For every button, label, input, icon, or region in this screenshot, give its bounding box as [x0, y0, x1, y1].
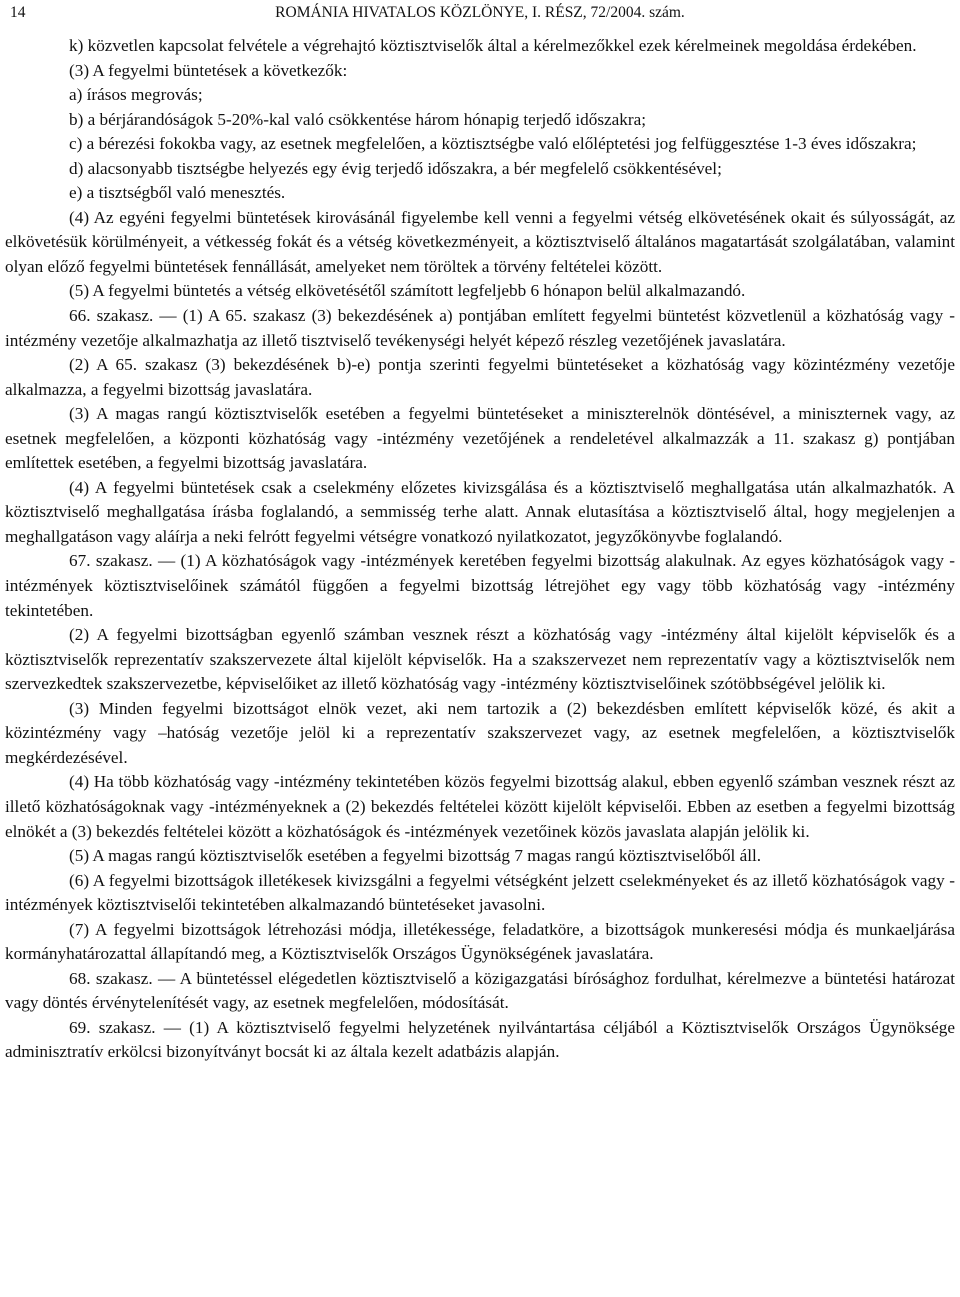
section-66-paragraph-2: (2) A 65. szakasz (3) bekezdésének b)-e) pontja szerinti fegyelmi büntetéseket a közhatóság vagy közintézmény vezetője alkalmazza, a fegyelmi bizottság javaslatára.: [5, 355, 955, 399]
section-67-paragraph-6: (6) A fegyelmi bizottságok illetékesek kivizsgálni a fegyelmi vétségként jelzett cselekményeket és az illető közhatóságok vagy -intézmények köztisztviselői tekintetében alkalmazandó büntetéseket javasolni.: [5, 870, 955, 915]
section-66-paragraph-1: 66. szakasz. — (1) A 65. szakasz (3) bekezdésének a) pontjában említett fegyelmi büntetést közvetlenül a közhatóság vagy -intézmény vezetője alkalmazhatja az illető tisztviselő tevékenységi helyét képező részleg vezetőjének javaslatára.: [5, 306, 955, 350]
list-item-3d: d) alacsonyabb tisztségbe helyezés egy évig terjedő időszakra, a bér megfelelő csökkentésével;: [69, 158, 722, 178]
section-67-paragraph-1: 67. szakasz. — (1) A közhatóságok vagy -intézmények keretében fegyelmi bizottság alakulnak. Az egyes közhatóságok vagy -intézmények köztisztviselőinek számától függően a fegyelmi bizottság létrejöhet egy vagy több közhatóság vagy -intézmény tekintetében.: [5, 551, 955, 620]
section-69-paragraph-1: 69. szakasz. — (1) A köztisztviselő fegyelmi helyzetének nyilvántartása céljából a Köztisztviselők Országos Ügynöksége adminisztratív erkölcsi bizonyítványt bocsát ki az általa kezelt adatbázis alapján.: [5, 1017, 955, 1062]
section-68: 68. szakasz. — A büntetéssel elégedetlen köztisztviselő a közigazgatási bírósághoz fordulhat, kérelmezve a büntetési határozat vagy döntés érvénytelenítését vagy, az esetnek megfelelően, módosítását.: [5, 968, 955, 1013]
list-item-3e: e) a tisztségből való menesztés.: [69, 183, 286, 203]
list-item-3a: a) írásos megrovás;: [69, 85, 203, 105]
section-66-paragraph-4: (4) A fegyelmi büntetések csak a cselekmény előzetes kivizsgálása és a köztisztviselő meghallgatása után alkalmazhatók. A köztisztviselő meghallgatása írásba foglalandó, a semmisség terhe alatt. Annak elutasítása a köztisztviselő által, hogy megjelenjen a meghallgatáson vagy aláírja a neki felrótt fegyelmi vétségre vonatkozó nyilatkozatot, jegyzőkönyvbe foglalandó.: [5, 477, 955, 546]
page-number: 14: [10, 4, 26, 21]
section-67-paragraph-5: (5) A magas rangú köztisztviselők esetében a fegyelmi bizottság 7 magas rangú köztisztviselőből áll.: [69, 846, 762, 866]
section-67-paragraph-2: (2) A fegyelmi bizottságban egyenlő számban vesznek részt a közhatóság vagy -intézmény által kijelölt képviselők és a köztisztviselők reprezentatív szakszervezete által kijelölt képviselők. Ha a szakszervezet nem reprezentatív vagy a köztisztviselők nem szervezkedtek szakszervezetbe, képviselőiket az illető közhatóság vagy -intézmény köztisztviselőinek szótöbbségével jelölik ki.: [5, 625, 955, 694]
section-67-paragraph-3: (3) Minden fegyelmi bizottságot elnök vezet, aki nem tartozik a (2) bekezdésben említett képviselők közé, és akit a közintézmény vagy –hatóság vezetője jelöl ki a reprezentatív szakszervezet vagy, az esetnek megfelelően, a köztisztviselők megkérdezésével.: [5, 698, 955, 767]
section-67-paragraph-7: (7) A fegyelmi bizottságok létrehozási módja, illetékessége, feladatköre, a bizottságok munkeresési módja és munkaeljárása kormányhatározattal állapítandó meg, a Köztisztviselők Országos Ügynökségének javaslatára.: [5, 919, 955, 964]
section-66-paragraph-3: (3) A magas rangú köztisztviselők esetében a fegyelmi büntetéseket a miniszterelnök döntésével, a miniszternek vagy, az esetnek megfelelően, a központi közhatóság vagy -intézmény vezetőjének a rendeletével alkalmazzák a 11. szakasz g) pontjában említettek esetében, a fegyelmi bizottság javaslatára.: [5, 404, 955, 473]
page-header: [5, 0, 955, 34]
paragraph-3: (3) A fegyelmi büntetések a következők:: [69, 60, 348, 80]
paragraph-4: (4) Az egyéni fegyelmi büntetések kirovásánál figyelembe kell venni a fegyelmi vétség elkövetésének okait és súlyosságát, az elkövetésük körülményeit, a vétkesség fokát és a vétség következményeit, a köztisztviselő általános magatartását szolgálatában, valamint olyan előző fegyelmi büntetések fennállását, amelyeket nem töröltek a törvény feltételei között.: [5, 207, 955, 276]
section-67-paragraph-4: (4) Ha több közhatóság vagy -intézmény tekintetében közös fegyelmi bizottság alakul, ebben egyenlő számban vesznek részt az illető közhatóságoknak vagy -intézményeknek a (2) bekezdés feltételei között kijelölt képviselői. Ebben az esetben a fegyelmi bizottság elnökét a (3) bekezdés feltételei között a közhatóságok és -intézmények vezetőinek közös javaslata alapján jelölik ki.: [5, 772, 955, 841]
list-item-3c: c) a bérezési fokokba vagy, az esetnek megfelelően, a köztisztségbe való előléptetési jog felfüggesztése 1-3 éves időszakra;: [69, 134, 917, 154]
paragraph-5: (5) A fegyelmi büntetés a vétség elkövetésétől számított legfeljebb 6 hónapon belül alkalmazandó.: [69, 281, 746, 301]
gazette-title: ROMÁNIA HIVATALOS KÖZLÖNYE, I. RÉSZ, 72/2004. szám.: [275, 4, 685, 21]
paragraph-k: k) közvetlen kapcsolat felvétele a végrehajtó köztisztviselők által a kérelmezőkkel ezek kérelmeinek megoldása érdekében.: [69, 36, 917, 55]
document-body: [5, 34, 955, 1065]
list-item-3b: b) a bérjárandóságok 5-20%-kal való csökkentése három hónapig terjedő időszakra;: [69, 109, 647, 129]
